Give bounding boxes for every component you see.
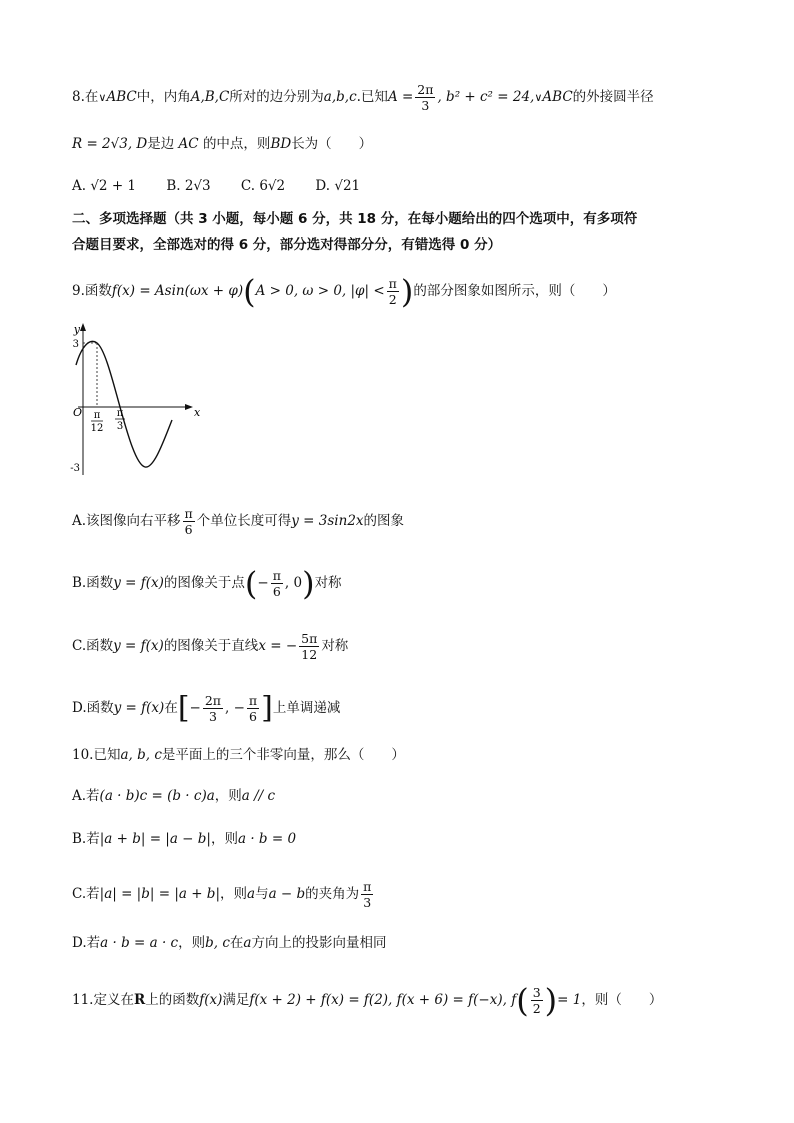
q8-triangle: ABC [106,89,137,105]
q8-edge: AC [178,136,199,152]
q8-line2 [72,134,372,154]
q9-function: f(x) = Asin(ωx + φ) [111,283,244,299]
q10-option-a: A.若(a · b)c = (b · c)a，则a // c [72,788,276,804]
section2-heading-line1: 二、多项选择题（共 3 小题，每小题 6 分，共 18 分，在每小题给出的四个选项中，有多项符 [72,211,638,227]
q10-option-c: C.若|a| = |b| = |a + b|，则a与a − b的夹角为 $\frac{\pi}{3}$ [72,879,372,910]
q8-option-c: C. 6√2 [240,178,286,194]
tick1-numerator: π [93,410,101,421]
q8-segment: BD [270,136,292,152]
q9-option-c: C.函数y = f(x)的图像关于直线x = − $\frac{5\pi}{12}$ 对称 [72,631,349,662]
y-max-label: 3 [72,339,79,350]
q9-text: 的部分图象如图所示，则（ ） [413,283,616,299]
q8-option-b: B. 2√3 [166,178,211,194]
tick1-denominator: 12 [90,423,104,434]
q8-text: 长为（ ） [291,136,373,152]
q8-text: 的中点，则 [202,136,271,152]
q8-text: 中，内角 [136,89,191,105]
x-axis-label: x [194,406,201,419]
q8-option-a: A. √2 + 1 [72,178,137,194]
q9-sine-graph [68,320,201,480]
q8-text: 所对的边分别为 [229,89,324,105]
q10-stem: 10.已知a, b, c是平面上的三个非零向量，那么（ ） [72,747,405,763]
y-min-label: -3 [70,463,80,474]
q9-option-d: D.函数y = f(x)在[− $\frac{2\pi}{3}$ , − $\frac{\pi}{6}$ ]上单调递减 [72,690,341,726]
tick2-numerator: π [116,408,124,419]
q9-option-a: A.该图像向右平移 $\frac{\pi}{6}$ 个单位长度可得y = 3sin2x的图象 [72,506,405,537]
origin-label: O [73,406,83,419]
q8-text: 的外接圆半径 [572,89,654,105]
q8-angles: A,B,C [190,89,230,105]
x-axis-arrow [185,404,193,410]
q9-option-b: B.函数y = f(x)的图像关于点(− $\frac{\pi}{6}$ , 0)对称 [72,564,342,603]
q8-triangle: ABC [542,89,573,105]
q9-fraction: $\frac{\pi}{2}$ [388,276,397,307]
q11-stem: 11.定义在R上的函数f(x)满足f(x + 2) + f(x) = f(2), f(x + 6) = f(−x), f( $\frac{3}{2}$ )= 1，则（ ） [72,981,663,1020]
q10-option-b: B.若|a + b| = |a − b|，则a · b = 0 [72,831,297,847]
q8-fraction: $\frac{2\pi}{3}$ [417,82,434,113]
q9-stem: 9.函数f(x) = Asin(ωx + φ)(A > 0, ω > 0, |φ| < $\frac{\pi}{2}$ )的部分图象如图所示，则（ ） [72,272,616,311]
y-axis-label: y [73,323,80,336]
q8-condition: , b² + c² = 24, [437,89,535,105]
q9-text: 9.函数 [72,283,112,299]
q8-option-d: D. √21 [315,178,361,194]
q8-radius: R = 2√3, D [72,136,148,152]
q10-option-d: D.若a · b = a · c，则b, c在a方向上的投影向量相同 [72,935,387,951]
sine-curve [76,341,172,467]
q8-line1: 8.在∨ABC中，内角A,B,C所对的边分别为a,b,c.已知A = $\frac{2\pi}{3}$ , b² + c² = 24,∨ABC的外接圆半径 [72,82,654,113]
q8-text: .已知 [356,89,388,105]
q9-conditions: A > 0, ω > 0, |φ| < [255,283,385,299]
q8-sides: a,b,c [323,89,357,105]
q8-text: 8.在 [72,89,99,105]
tick2-denominator: 3 [116,421,124,432]
y-axis-arrow [80,323,86,331]
q8-text: 是边 [147,136,175,152]
q8-angle-a: A = [387,89,414,105]
q8-options [72,176,360,196]
section2-heading-line2: 合题目要求，全部选对的得 6 分，部分选对得部分分，有错选得 0 分） [72,237,502,253]
